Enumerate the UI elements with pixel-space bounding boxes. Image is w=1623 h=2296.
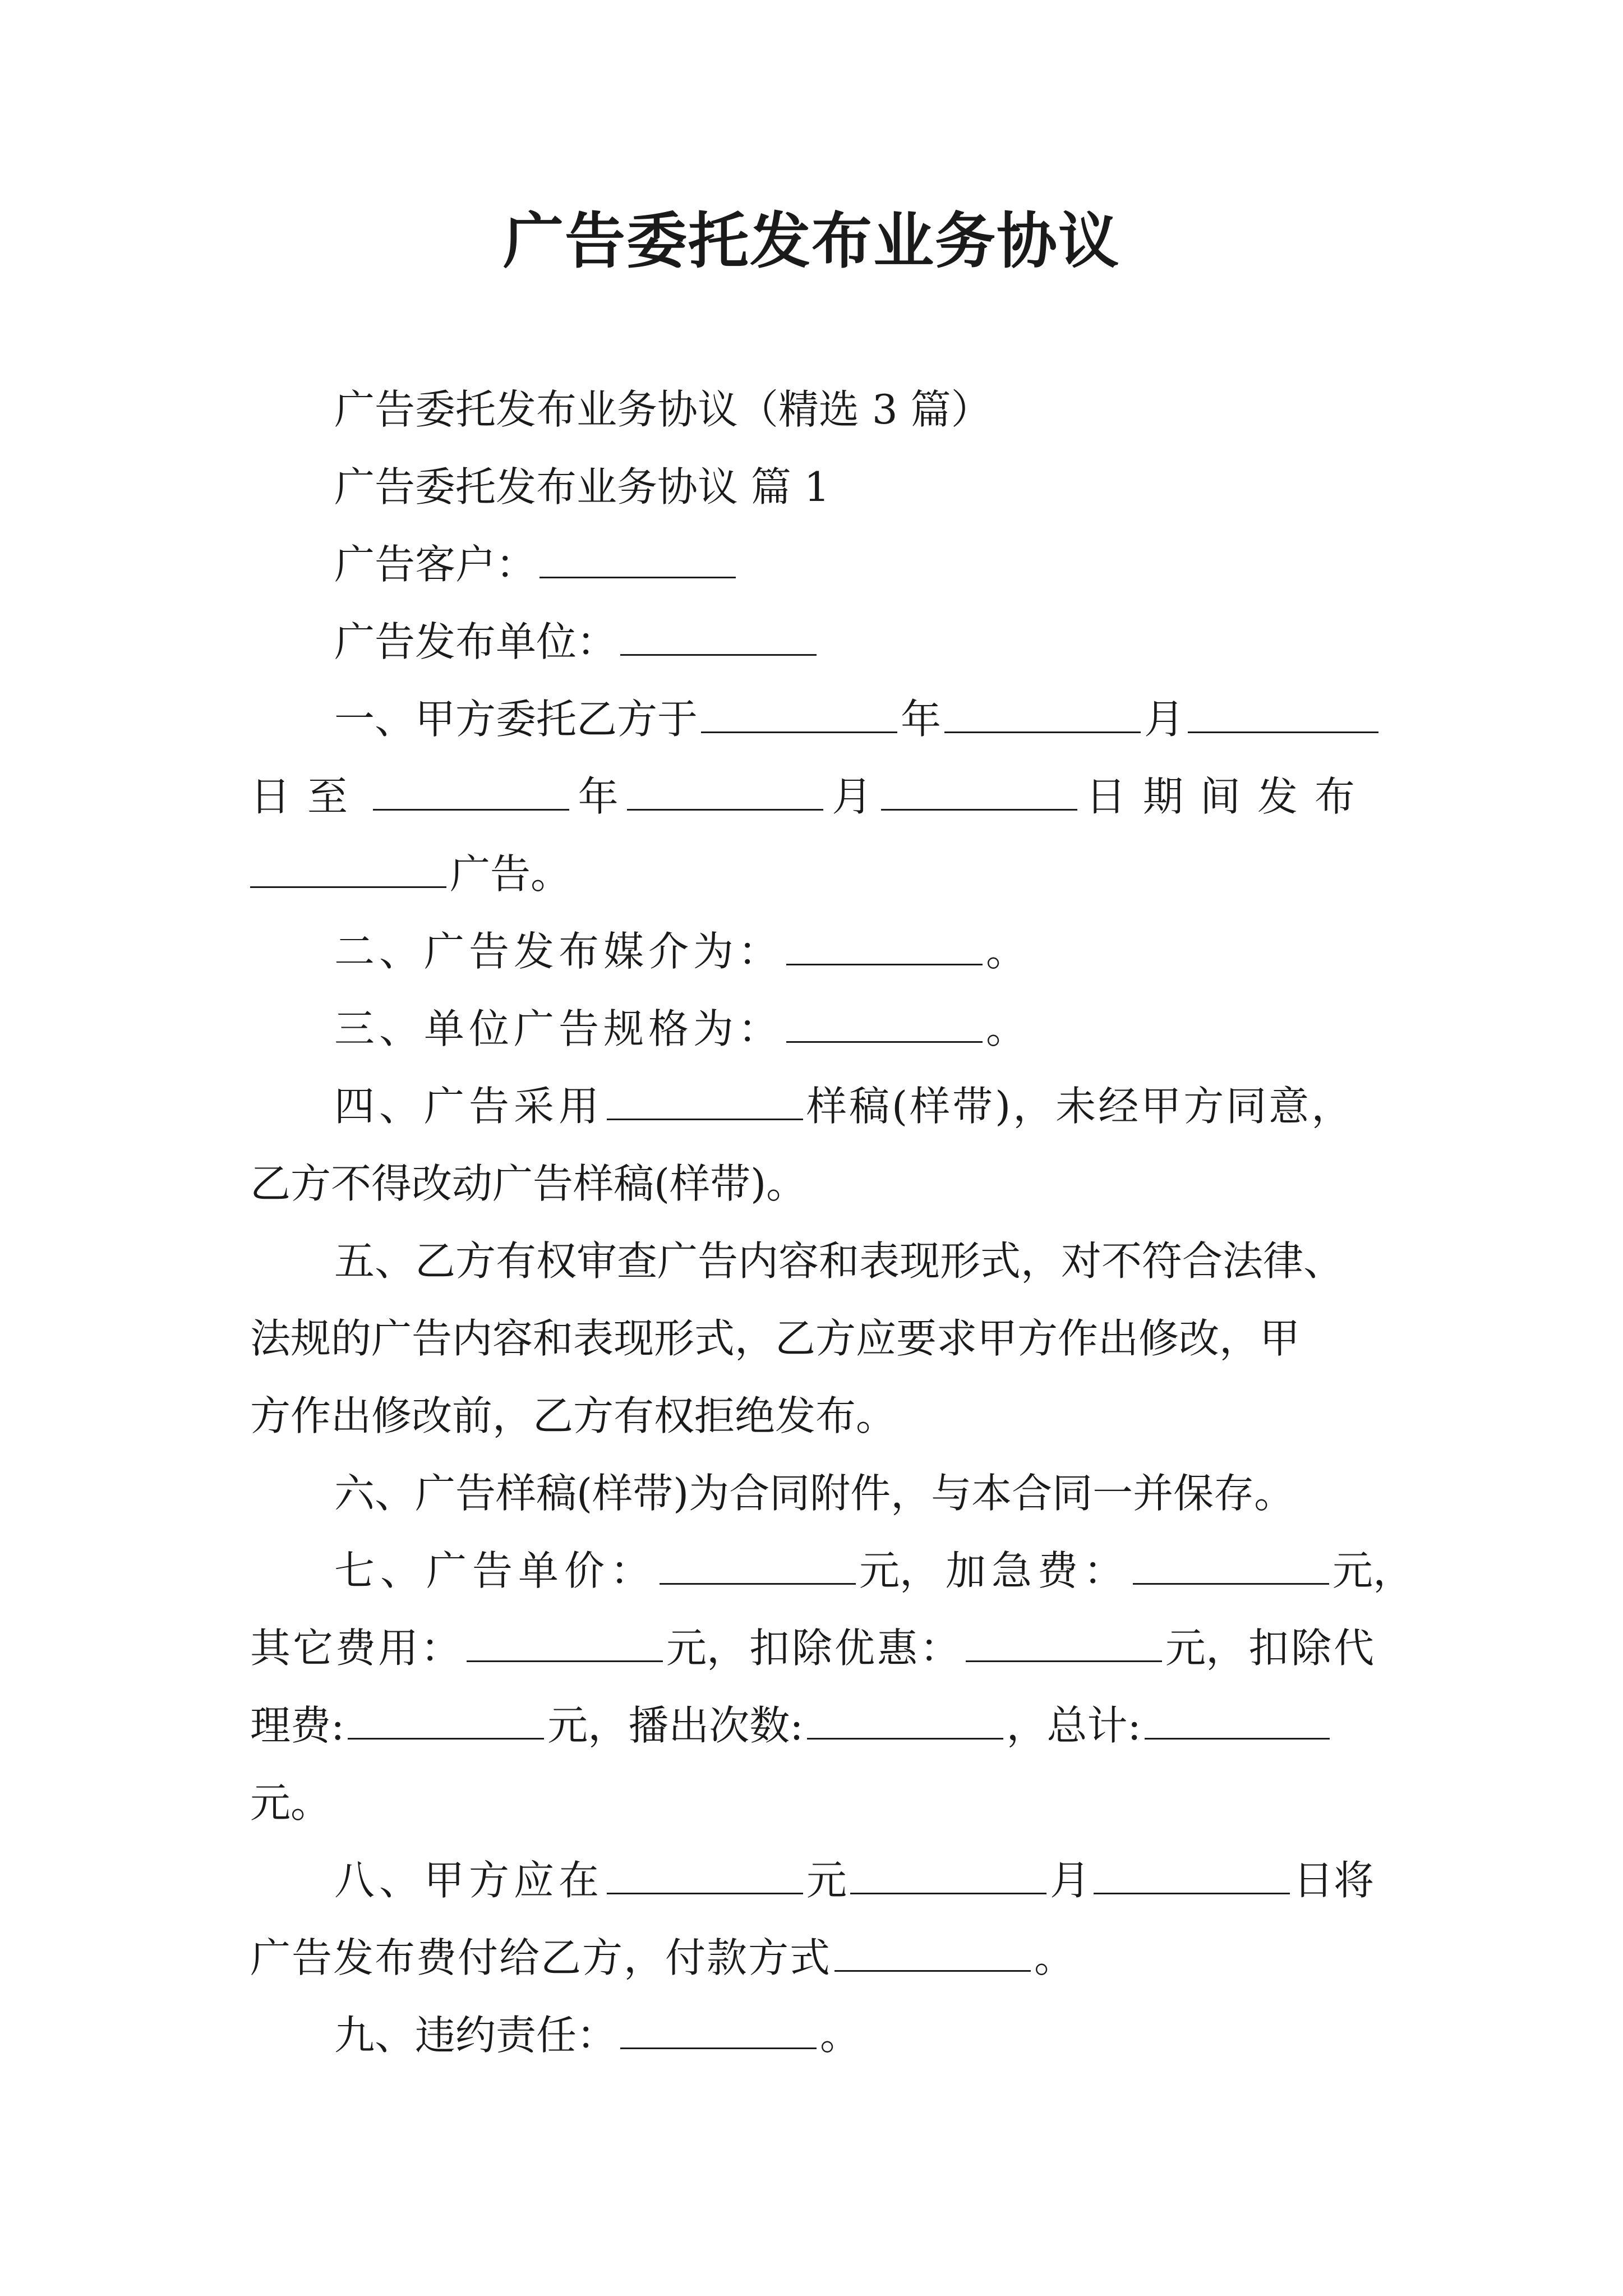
subtitle: 广告委托发布业务协议（精选 3 篇） xyxy=(334,386,992,433)
clause-3 xyxy=(334,1001,1026,1057)
blank-line xyxy=(627,769,823,811)
document-title: 广告委托发布业务协议 xyxy=(502,206,1120,277)
blank-line xyxy=(620,614,817,656)
clause-text: 。 xyxy=(820,2012,861,2059)
clause-7-line-2 xyxy=(250,1620,1376,1676)
clause-text: 日将 xyxy=(1293,1857,1375,1904)
clause-4-line-2: 乙方不得改动广告样稿(样带)。 xyxy=(250,1160,807,1207)
clause-text: 三、单位广告规格为： xyxy=(334,1005,783,1052)
clause-text: 日至 xyxy=(250,773,365,820)
publisher-field xyxy=(334,614,820,670)
clause-text: ，播出次数: xyxy=(588,1702,804,1749)
client-label: 广告客户： xyxy=(334,541,537,588)
clause-text: 元 xyxy=(859,1547,900,1594)
clause-text: ，扣除优惠： xyxy=(707,1625,963,1672)
blank-line xyxy=(701,691,897,733)
clause-text: 日期间发布 xyxy=(1085,773,1372,820)
blank-line xyxy=(834,1930,1031,1972)
blank-line xyxy=(966,1620,1162,1662)
clause-text: 九、违约责任： xyxy=(334,2012,617,2059)
clause-text: 月 xyxy=(832,773,873,820)
blank-line xyxy=(620,2007,817,2049)
blank-line xyxy=(250,846,446,888)
clause-1-line-2 xyxy=(250,769,1372,825)
blank-line xyxy=(540,536,736,578)
clause-text: 元 xyxy=(1332,1547,1373,1594)
clause-text: 二、广告发布媒介为： xyxy=(334,928,783,975)
section-heading: 广告委托发布业务协议 篇 1 xyxy=(334,463,830,510)
clause-text: 月 xyxy=(1144,696,1185,743)
clause-text: ， xyxy=(1373,1547,1414,1594)
clause-5-line-1: 五、乙方有权审查广告内容和表现形式，对不符合法律、 xyxy=(334,1237,1344,1285)
blank-line xyxy=(1094,1852,1290,1894)
clause-8-line-1 xyxy=(334,1852,1374,1908)
clause-7-line-3 xyxy=(250,1697,1333,1754)
client-field xyxy=(334,536,739,592)
clause-text: 广告。 xyxy=(450,850,571,898)
clause-text: 八、甲方应在 xyxy=(334,1857,604,1904)
clause-text: 样稿(样带)，未经甲方同意， xyxy=(806,1083,1354,1130)
clause-7-line-1 xyxy=(334,1543,1413,1599)
clause-text: ，加急费： xyxy=(900,1547,1130,1594)
clause-8-line-2 xyxy=(250,1930,1075,1986)
clause-text: 元 xyxy=(666,1625,707,1672)
clause-text: 七、广告单价： xyxy=(334,1547,657,1594)
clause-text: 元 xyxy=(547,1702,588,1749)
clause-1-line-3 xyxy=(250,846,571,902)
blank-line xyxy=(607,1852,803,1894)
clause-text: 。 xyxy=(1034,1934,1075,1981)
clause-text: 广告发布费付给乙方，付款方式 xyxy=(250,1934,832,1981)
blank-line xyxy=(467,1620,663,1662)
clause-text: 其它费用： xyxy=(250,1625,464,1672)
clause-2 xyxy=(334,923,1026,979)
clause-5-line-3: 方作出修改前，乙方有权拒绝发布。 xyxy=(250,1392,897,1439)
clause-7-line-4: 元。 xyxy=(250,1779,331,1826)
clause-text: 年 xyxy=(901,696,942,743)
clause-text: 月 xyxy=(1050,1857,1091,1904)
blank-line xyxy=(786,923,983,965)
publisher-label: 广告发布单位： xyxy=(334,618,617,665)
clause-4-line-1 xyxy=(334,1078,1354,1134)
clause-6: 六、广告样稿(样带)为合同附件，与本合同一并保存。 xyxy=(334,1470,1295,1517)
clause-text: 元 xyxy=(806,1857,847,1904)
blank-line xyxy=(607,1078,803,1120)
clause-text: ，扣除代 xyxy=(1206,1625,1377,1672)
blank-line xyxy=(850,1852,1046,1894)
blank-line xyxy=(881,769,1077,811)
clause-text: 元 xyxy=(1165,1625,1206,1672)
clause-text: 四、广告采用 xyxy=(334,1083,604,1130)
blank-line xyxy=(660,1543,856,1585)
blank-line xyxy=(373,769,569,811)
clause-text: 。 xyxy=(986,928,1027,975)
blank-line xyxy=(807,1697,1003,1740)
blank-line xyxy=(786,1001,983,1043)
clause-text: 。 xyxy=(986,1005,1027,1052)
clause-text: ，总计: xyxy=(1006,1702,1141,1749)
blank-line xyxy=(1133,1543,1329,1585)
clause-9 xyxy=(334,2007,860,2063)
clause-1-line-1 xyxy=(334,691,1382,747)
clause-text: 一、甲方委托乙方于 xyxy=(334,696,698,743)
blank-line xyxy=(348,1697,544,1740)
blank-line xyxy=(1145,1697,1330,1740)
blank-line xyxy=(1188,691,1378,733)
clause-5-line-2: 法规的广告内容和表现形式，乙方应要求甲方作出修改，甲 xyxy=(250,1315,1301,1362)
clause-text: 年 xyxy=(578,773,619,820)
clause-text: 理费: xyxy=(250,1702,345,1749)
blank-line xyxy=(944,691,1141,733)
